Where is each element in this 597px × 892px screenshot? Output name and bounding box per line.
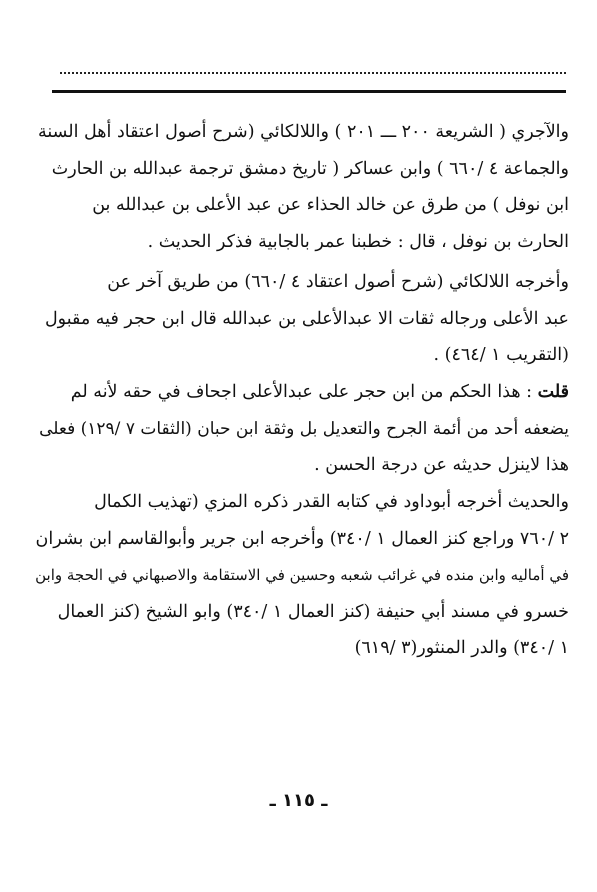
header-dotted-line bbox=[60, 72, 566, 74]
paragraph-4 bbox=[34, 484, 569, 667]
text-line: والآجري ( الشريعة ٢٠٠ ـــ ٢٠١ ) واللالكائي (شرح أصول اعتقاد أهل السنة bbox=[38, 122, 569, 142]
text-line: يضعفه أحد من أئمة الجرح والتعديل بل وثقة ابن حبان (الثقات ٧ /١٢٩) فعلى bbox=[39, 418, 569, 439]
text-line: عبد الأعلى ورجاله ثقات الا عبدالأعلى بن عبدالله قال ابن حجر فيه مقبول bbox=[44, 308, 569, 329]
text-line: ٢ /٧٦٠ وراجع كنز العمال ١ /٣٤٠) وأخرجه ابن جرير وأبوالقاسم ابن بشران bbox=[35, 528, 569, 549]
text-line: (التقريب ١ /٤٦٤) . bbox=[433, 345, 569, 365]
text-line: والحديث أخرجه أبوداود في كتابه القدر ذكره المزي (تهذيب الكمال bbox=[94, 492, 569, 512]
text-line: وأخرجه اللالكائي (شرح أصول اعتقاد ٤ /٦٦٠) من طريق آخر عن bbox=[107, 272, 569, 292]
text-line: والجماعة ٤ /٦٦٠ ) وابن عساكر ( تاريخ دمشق ترجمة عبدالله بن الحارث bbox=[51, 158, 569, 179]
paragraph-1 bbox=[34, 114, 569, 260]
text-line: الحارث بن نوفل ، قال : خطبنا عمر بالجابية فذكر الحديث . bbox=[147, 231, 569, 252]
text-line: خسرو في مسند أبي حنيفة (كنز العمال ١ /٣٤٠) وابو الشيخ (كنز العمال bbox=[57, 601, 569, 622]
text-line: ابن نوفل ) من طرق عن خالد الحذاء عن عبد الأعلى بن عبدالله بن bbox=[92, 195, 569, 215]
header-rule bbox=[52, 90, 566, 93]
paragraph-lead-word: قلت bbox=[537, 382, 569, 402]
paragraph-2 bbox=[34, 264, 569, 374]
text-line: في أماليه وابن منده في غرائب شعبه وحسين في الاستقامة والاصبهاني في الحجة وابن bbox=[35, 566, 569, 584]
text-line bbox=[34, 374, 569, 411]
text-line: هذا لاينزل حديثه عن درجة الحسن . bbox=[314, 455, 569, 475]
page-number: ـ ١١٥ ـ bbox=[269, 790, 328, 811]
text-segment: : هذا الحكم من ابن حجر على عبدالأعلى اجحاف في حقه لأنه لم bbox=[70, 382, 533, 402]
paragraph-3 bbox=[34, 374, 569, 484]
text-line: ١ /٣٤٠) والدر المنثور(٣ /٦١٩) bbox=[354, 638, 569, 658]
